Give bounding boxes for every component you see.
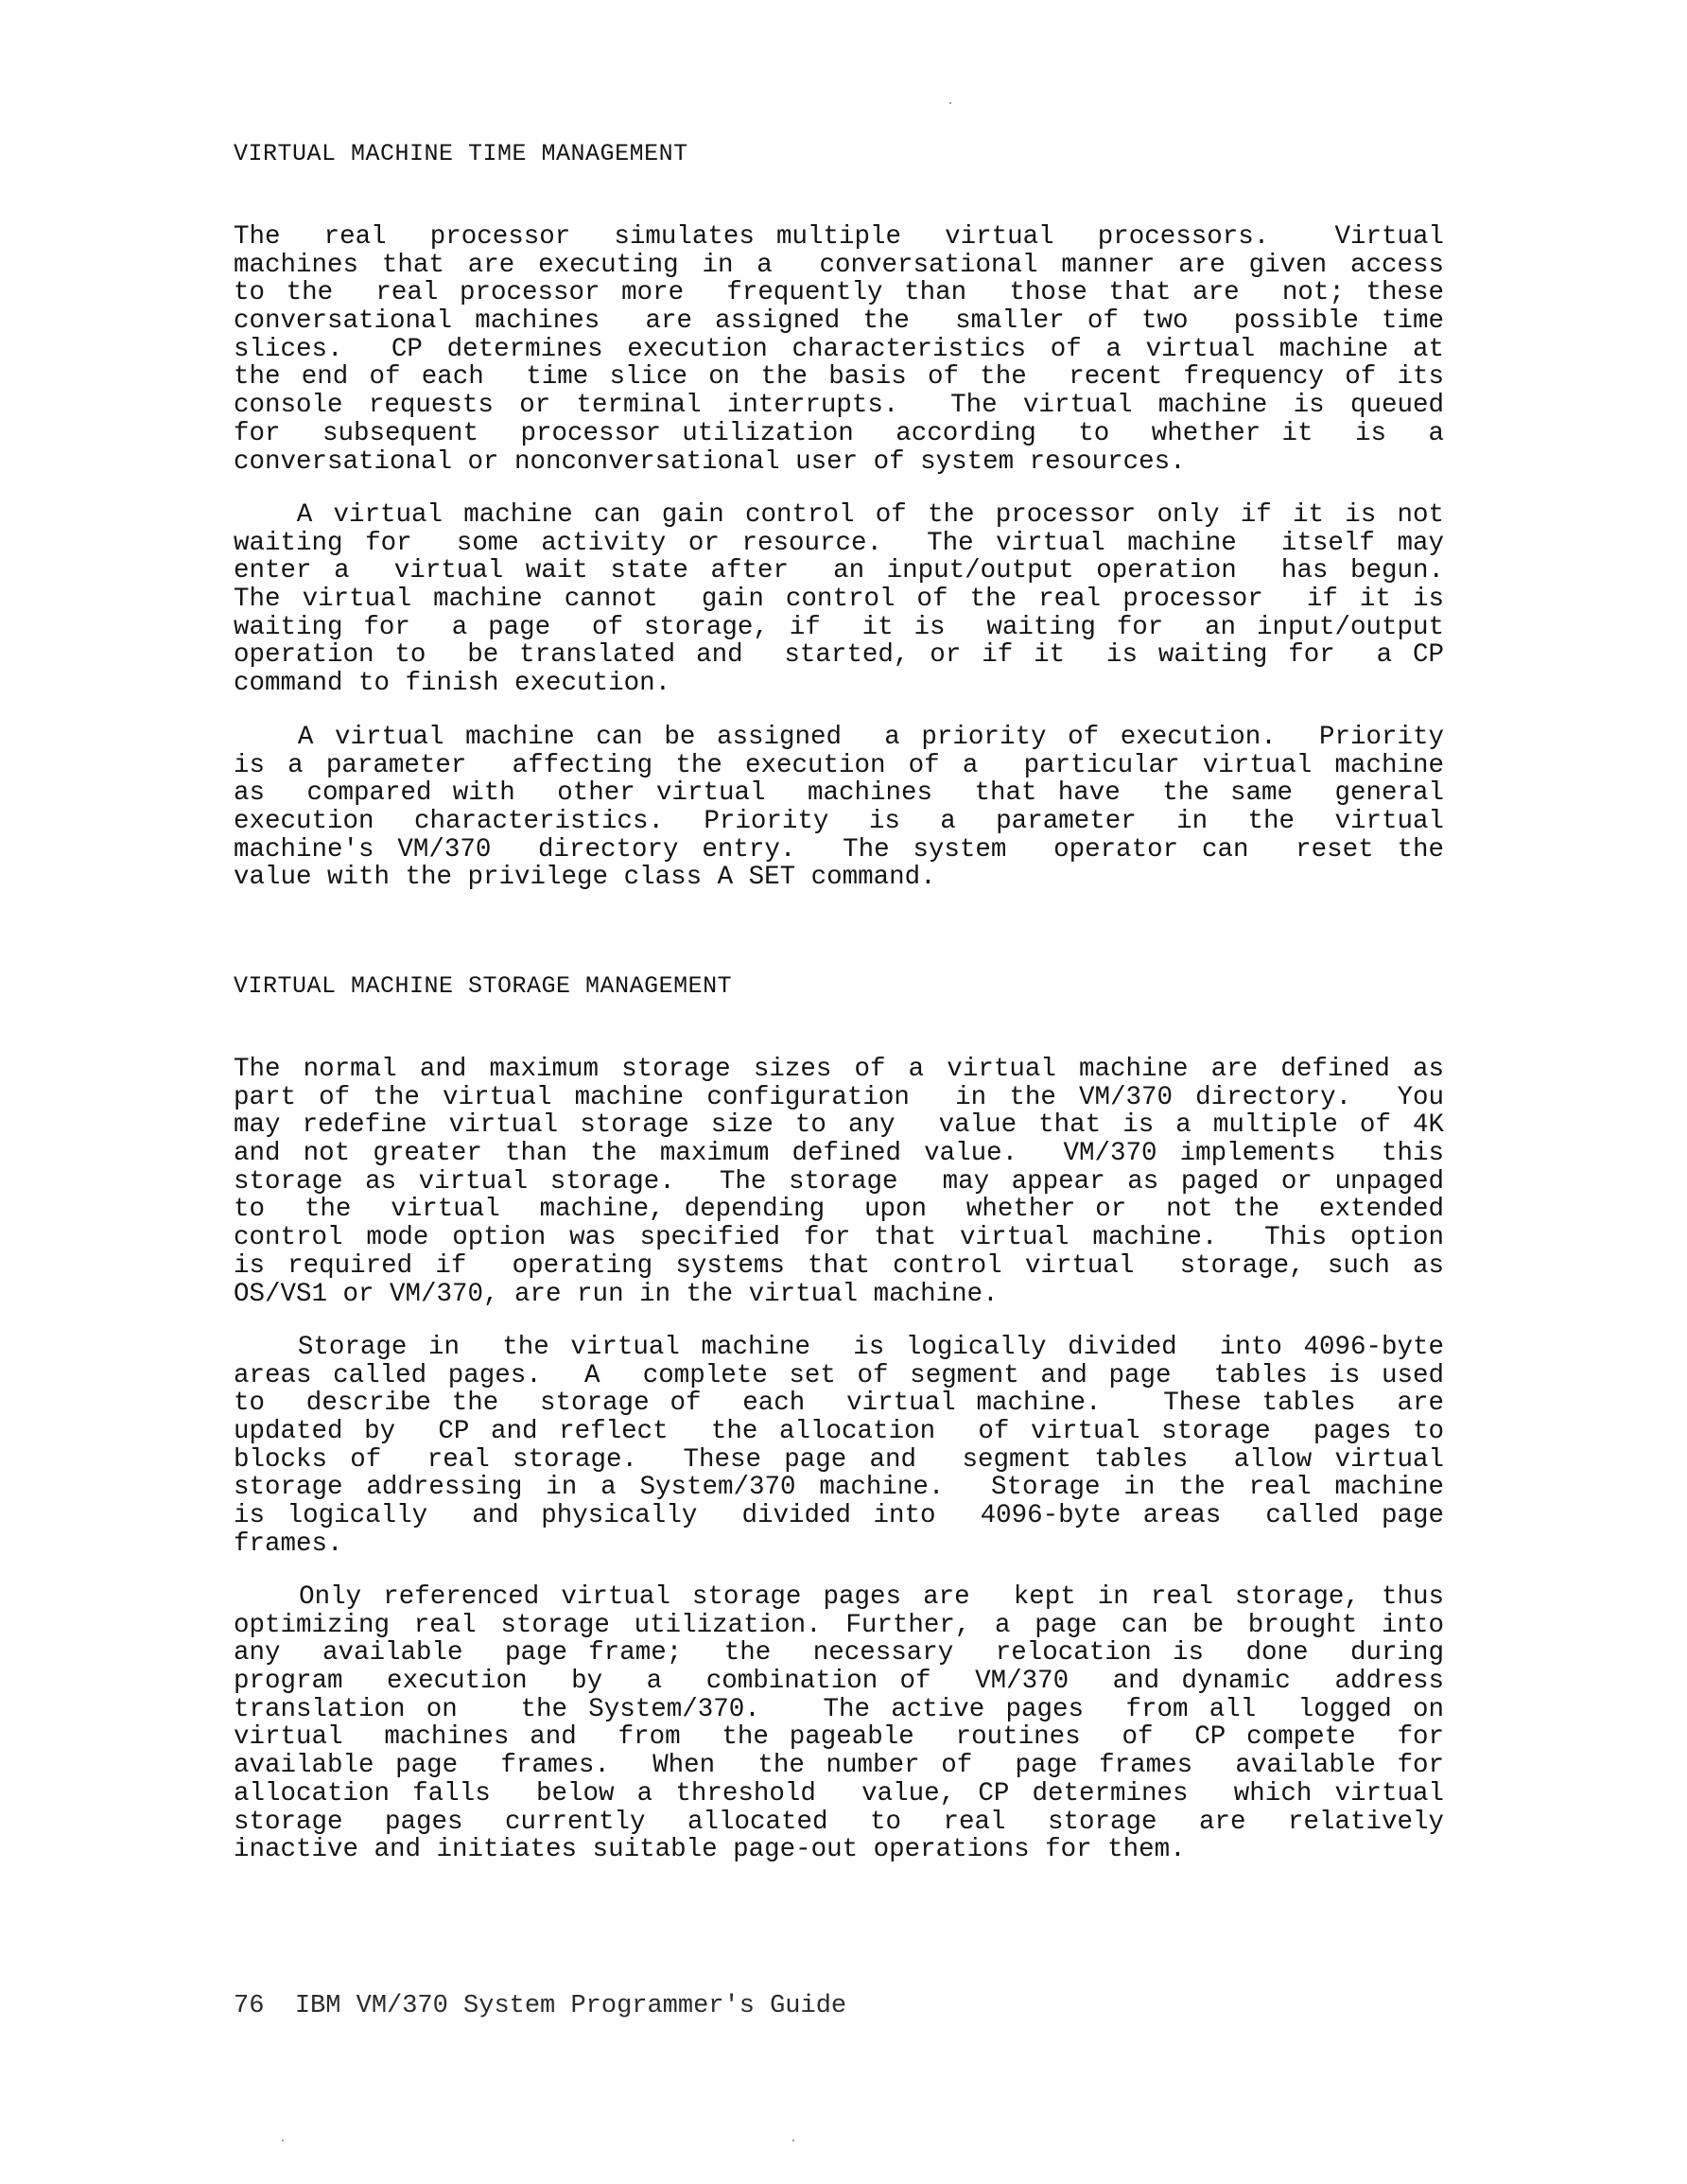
text-line: is a parameter affecting the execution of a particular virtual machine	[234, 751, 1444, 780]
text-line: machine's VM/370 directory entry. The system operator can reset the	[234, 835, 1444, 865]
text-line: any available page frame; the necessary relocation is done during	[234, 1639, 1444, 1669]
text-line: The virtual machine cannot gain control of the real processor if it is	[234, 585, 1444, 614]
text-line: waiting for a page of storage, if it is waiting for an input/output	[234, 613, 1444, 642]
text-line: Only referenced virtual storage pages are kept in real storage, thus	[234, 1583, 1444, 1612]
text-line: console requests or terminal interrupts. The virtual machine is queued	[234, 392, 1444, 420]
section-heading-storage-management: VIRTUAL MACHINE STORAGE MANAGEMENT	[234, 972, 733, 1000]
text-line: conversational or nonconversational user of system resources.	[234, 447, 1186, 477]
text-line: waiting for some activity or resource. The virtual machine itself may	[234, 529, 1444, 558]
scan-speck	[949, 102, 951, 104]
text-line: optimizing real storage utilization. Further, a page can be brought into	[234, 1611, 1444, 1640]
text-line: available page frames. When the number of page frames available for	[234, 1752, 1444, 1780]
text-line: program execution by a combination of VM/370 and dynamic address	[234, 1668, 1444, 1696]
text-line: is required if operating systems that control virtual storage, such as	[234, 1251, 1444, 1281]
text-line: conversational machines are assigned the smaller of two possible time	[234, 307, 1444, 336]
paragraph-time-management-2	[234, 501, 1444, 698]
text-line: is logically and physically divided into 4096-byte areas called page	[234, 1502, 1444, 1530]
text-line: inactive and initiates suitable page-out operations for them.	[234, 1836, 1186, 1864]
text-line: Storage in the virtual machine is logically divided into 4096-byte	[234, 1334, 1444, 1362]
text-line: value with the privilege class A SET command.	[234, 864, 936, 893]
text-line: part of the virtual machine configuration in the VM/370 directory. You	[234, 1083, 1444, 1112]
footer-title: IBM VM/370 System Programmer's Guide	[294, 1992, 847, 2020]
text-line: as compared with other virtual machines that have the same general	[234, 779, 1444, 809]
paragraph-storage-management-3	[234, 1583, 1444, 1864]
text-line: frames.	[234, 1529, 343, 1559]
text-line: A virtual machine can gain control of the processor only if it is not	[234, 501, 1444, 530]
page-number: 76	[234, 1992, 265, 2020]
text-line: control mode option was specified for that virtual machine. This option	[234, 1224, 1444, 1252]
text-line: allocation falls below a threshold value, CP determines which virtual	[234, 1779, 1444, 1808]
section-heading-time-management: VIRTUAL MACHINE TIME MANAGEMENT	[234, 140, 688, 167]
text-line: storage addressing in a System/370 machine. Storage in the real machine	[234, 1474, 1444, 1503]
text-line: storage pages currently allocated to real storage are relatively	[234, 1808, 1444, 1837]
text-line: to the real processor more frequently than those that are not; these	[234, 279, 1444, 308]
text-line: slices. CP determines execution characteristics of a virtual machine at	[234, 335, 1444, 364]
text-line: the end of each time slice on the basis of the recent frequency of its	[234, 363, 1444, 393]
scan-speck	[792, 2140, 794, 2141]
text-line: execution characteristics. Priority is a parameter in the virtual	[234, 808, 1444, 836]
text-line: command to finish execution.	[234, 670, 671, 698]
text-line: translation on the System/370. The active pages from all logged on	[234, 1695, 1444, 1724]
text-line: A virtual machine can be assigned a priority of execution. Priority	[234, 724, 1444, 752]
text-line: virtual machines and from the pageable routines of CP compete for	[234, 1723, 1444, 1753]
text-line: blocks of real storage. These page and segment tables allow virtual	[234, 1445, 1444, 1475]
text-line: and not greater than the maximum defined value. VM/370 implements this	[234, 1140, 1444, 1168]
text-line: storage as virtual storage. The storage may appear as paged or unpaged	[234, 1167, 1444, 1197]
paragraph-time-management-1	[234, 223, 1444, 476]
text-line: The normal and maximum storage sizes of a virtual machine are defined as	[234, 1056, 1444, 1084]
text-line: machines that are executing in a conversational manner are given access	[234, 251, 1444, 280]
text-line: to describe the storage of each virtual machine. These tables are	[234, 1389, 1444, 1419]
text-line: updated by CP and reflect the allocation of virtual storage pages to	[234, 1418, 1444, 1446]
paragraph-storage-management-1	[234, 1056, 1444, 1308]
page-footer	[234, 1992, 846, 2020]
text-line: for subsequent processor utilization according to whether it is a	[234, 419, 1444, 448]
paragraph-time-management-3	[234, 724, 1444, 892]
text-line: areas called pages. A complete set of segment and page tables is used	[234, 1361, 1444, 1390]
text-line: The real processor simulates multiple virtual processors. Virtual	[234, 223, 1444, 252]
document-page	[234, 0, 1444, 2184]
scan-speck	[282, 2140, 284, 2141]
text-line: OS/VS1 or VM/370, are run in the virtual machine.	[234, 1280, 999, 1309]
text-line: enter a virtual wait state after an input/output operation has begun.	[234, 557, 1444, 586]
text-line: operation to be translated and started, or if it is waiting for a CP	[234, 641, 1444, 671]
paragraph-storage-management-2	[234, 1334, 1444, 1559]
text-line: to the virtual machine, depending upon whether or not the extended	[234, 1196, 1444, 1225]
text-line: may redefine virtual storage size to any value that is a multiple of 4K	[234, 1111, 1444, 1141]
